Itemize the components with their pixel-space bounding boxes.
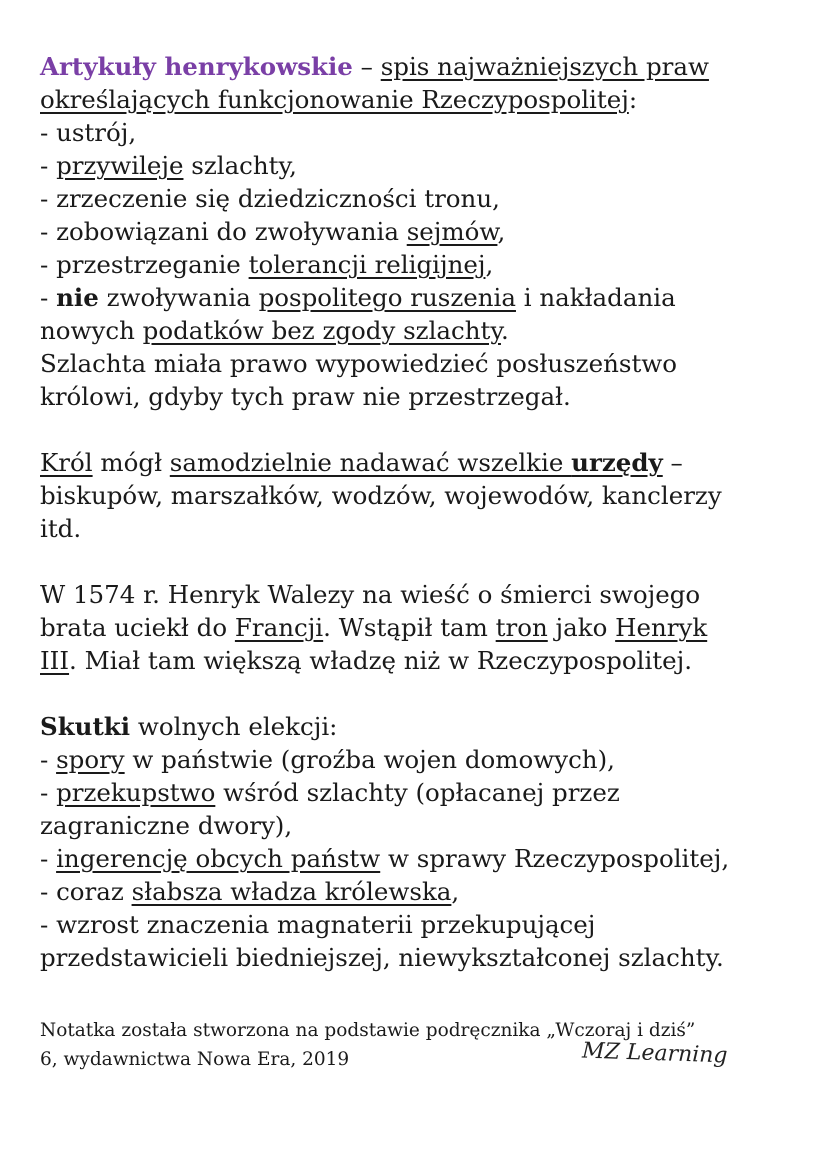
list-item: - ustrój, bbox=[40, 118, 137, 147]
section-henrician-articles bbox=[40, 50, 790, 413]
list-item: - ingerencję obcych państw w sprawy Rzeczypospolitej, bbox=[40, 844, 730, 873]
definition-line-2: określających funkcjonowanie Rzeczypospolitej: bbox=[40, 85, 638, 114]
list-item: - zrzeczenie się dziedziczności tronu, bbox=[40, 184, 500, 213]
list-item-continuation: zagraniczne dwory), bbox=[40, 811, 293, 840]
section-effects-elections bbox=[40, 710, 790, 974]
section-henry-valois: W 1574 r. Henryk Walezy na wieść o śmierci swojego brata uciekł do Francji. Wstąpił tam tron jako Henryk III. Miał tam większą władzę niż w Rzeczypospolitej. bbox=[40, 580, 708, 675]
section-king-offices: Król mógł samodzielnie nadawać wszelkie urzędy – biskupów, marszałków, wodzów, wojewodów, kanclerzy itd. bbox=[40, 448, 722, 543]
list-item: - spory w państwie (groźba wojen domowych), bbox=[40, 745, 615, 774]
list-item: - nie zwoływania pospolitego ruszenia i nakładania bbox=[40, 283, 676, 312]
list-item: - przestrzeganie tolerancji religijnej, bbox=[40, 250, 494, 279]
definition-line-1: Artykuły henrykowskie – spis najważniejszych praw bbox=[40, 52, 709, 81]
note-text: Szlachta miała prawo wypowiedzieć posłuszeństwo bbox=[40, 349, 678, 378]
list-item: - przekupstwo wśród szlachty (opłacanej przez bbox=[40, 778, 620, 807]
note-text: królowi, gdyby tych praw nie przestrzegał. bbox=[40, 382, 571, 411]
list-item-continuation: przedstawicieli biedniejszej, niewykształconej szlachty. bbox=[40, 943, 724, 972]
section-title: Artykuły henrykowskie bbox=[40, 52, 353, 81]
list-item: - przywileje szlachty, bbox=[40, 151, 297, 180]
author-signature: MZ Learning bbox=[581, 1038, 728, 1069]
list-item: - coraz słabsza władza królewska, bbox=[40, 877, 460, 906]
list-item-continuation: nowych podatków bez zgody szlachty. bbox=[40, 316, 509, 345]
list-item: - zobowiązani do zwoływania sejmów, bbox=[40, 217, 506, 246]
list-item: - wzrost znaczenia magnaterii przekupującej bbox=[40, 910, 596, 939]
definition-text: spis najważniejszych praw bbox=[380, 52, 709, 81]
source-footnote: Notatka została stworzona na podstawie podręcznika „Wczoraj i dziś” 6, wydawnictwa Nowa Era, 2019 bbox=[40, 1020, 696, 1070]
section-heading: Skutki wolnych elekcji: bbox=[40, 712, 338, 741]
